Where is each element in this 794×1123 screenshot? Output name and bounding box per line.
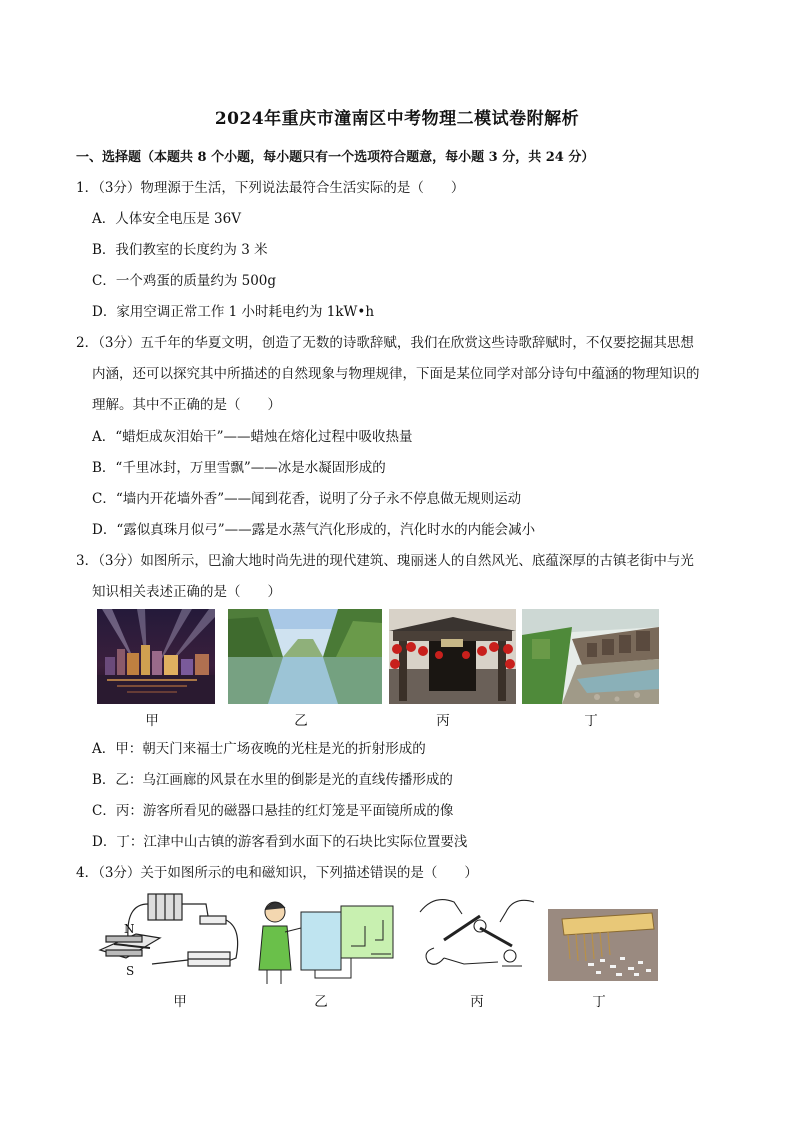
q3-stem-line-2: 知识相关表述正确的是（ ） [92,584,281,600]
circuit-magnet-figure [96,888,248,988]
q4-caption-ding: 丁 [592,994,606,1010]
q2-option-b: B．“千里冰封，万里雪飘”——冰是水凝固形成的 [92,460,386,476]
comb-paper-figure [548,909,658,981]
q3-option-d: D．丁：江津中山古镇的游客看到水面下的石块比实际位置要浅 [92,834,468,850]
q4-caption-bing: 丙 [470,994,484,1010]
q3-caption-bing: 丙 [436,713,450,729]
q2-stem-line-2: 内涵，还可以探究其中所描述的自然现象与物理规律，下面是某位同学对部分诗句中蕴涵的物理知识的 [92,366,700,382]
q4-caption-yi: 乙 [314,994,328,1010]
page-title: 2024年重庆市潼南区中考物理二模试卷附解析 [214,109,580,129]
q4-caption-jia: 甲 [173,994,187,1010]
q1-stem: 1．（3分）物理源于生活，下列说法最符合生活实际的是（ ） [76,180,465,196]
section-heading: 一、选择题（本题共 8 个小题，每小题只有一个选项符合题意，每小题 3 分，共 24 分） [76,150,595,165]
river-gorge-photo [228,609,382,704]
q2-option-c: C．“墙内开花墙外香”——闻到花香，说明了分子永不停息做无规则运动 [92,491,522,507]
q3-option-a: A．甲：朝天门来福士广场夜晚的光柱是光的折射形成的 [92,741,426,757]
magnet-label-s: S [126,964,135,978]
old-town-river-photo [522,609,659,704]
q3-caption-yi: 乙 [294,713,308,729]
q2-stem-line-1: 2．（3分）五千年的华夏文明，创造了无数的诗歌辞赋，我们在欣赏这些诗歌辞赋时，不仅要挖掘其思想 [76,335,694,351]
q1-option-c: C．一个鸡蛋的质量约为 500g [92,273,277,289]
q3-caption-ding: 丁 [584,713,598,729]
q3-option-c: C．丙：游客所看见的磁器口悬挂的红灯笼是平面镜所成的像 [92,803,454,819]
q1-option-d: D．家用空调正常工作 1 小时耗电约为 1kW•h [92,304,375,320]
person-electric-box-figure [255,896,397,986]
q2-option-a: A．“蜡炬成灰泪始干”——蜡烛在熔化过程中吸收热量 [92,429,413,445]
magnet-label-n: N [124,922,135,936]
ancient-street-lanterns-photo [389,609,516,704]
night-city-photo [97,609,215,704]
q2-stem-line-3: 理解。其中不正确的是（ ） [92,397,281,413]
hands-generator-figure [414,892,540,984]
q2-option-d: D．“露似真珠月似弓”——露是水蒸气汽化形成的，汽化时水的内能会减小 [92,522,536,538]
q3-stem-line-1: 3．（3分）如图所示，巴渝大地时尚先进的现代建筑、瑰丽迷人的自然风光、底蕴深厚的古镇老街中与光 [76,553,694,569]
q1-option-a: A．人体安全电压是 36V [92,211,241,227]
q1-option-b: B．我们教室的长度约为 3 米 [92,242,268,258]
q3-option-b: B．乙：乌江画廊的风景在水里的倒影是光的直线传播形成的 [92,772,453,788]
q4-stem: 4．（3分）关于如图所示的电和磁知识，下列描述错误的是（ ） [76,865,478,881]
q3-caption-jia: 甲 [145,713,159,729]
